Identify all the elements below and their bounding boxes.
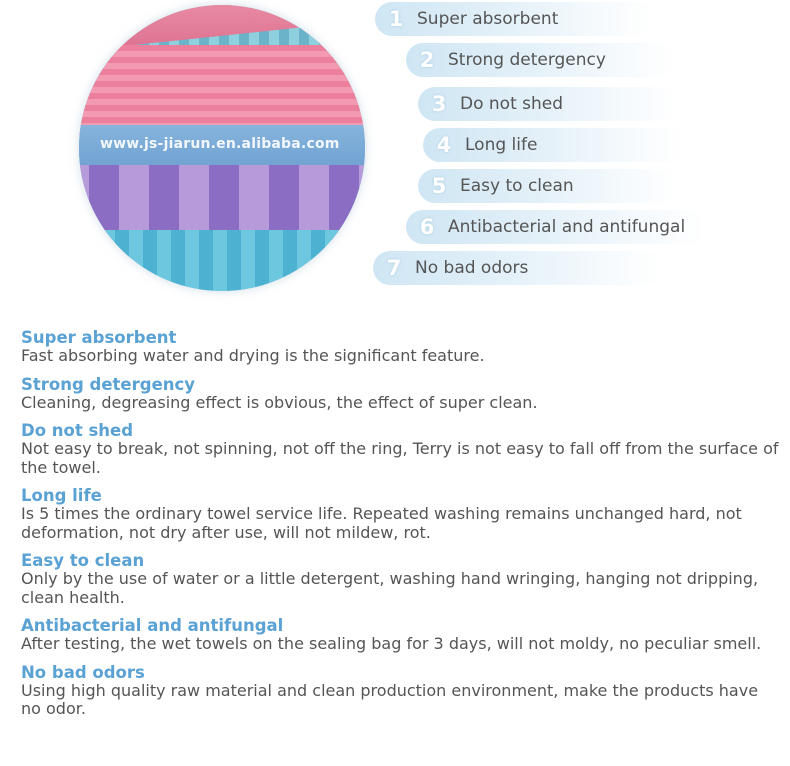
badge-label: Strong detergency: [448, 50, 606, 70]
badge-label: Easy to clean: [460, 176, 574, 196]
hero-banner: [0, 0, 790, 300]
watermark: www.js-jiarun.en.alibaba.com: [100, 136, 340, 152]
feature-description: Fast absorbing water and drying is the significant feature.: [21, 346, 485, 365]
feature-description: Cleaning, degreasing effect is obvious, the effect of super clean.: [21, 392, 538, 412]
badge-label: Long life: [465, 135, 538, 155]
badge-6: [406, 210, 706, 244]
badge-label: No bad odors: [415, 258, 529, 278]
badge-number: 6: [419, 215, 435, 239]
feature-description: After testing, the wet towels on the sealing bag for 3 days, will not moldy, no peculiar smell.: [21, 634, 762, 653]
feature-description: Is 5 times the ordinary towel service life. Repeated washing remains unchanged hard, not deformation, not dry after use, will not mildew, rot.: [21, 504, 742, 542]
feature-title: Do not shed: [21, 421, 134, 440]
feature-title: No bad odors: [21, 662, 145, 682]
feature-item: [21, 616, 781, 654]
feature-item: [21, 663, 781, 719]
feature-list: [21, 328, 781, 728]
feature-description: Not easy to break, not spinning, not off the ring, Terry is not easy to fall off from the surface of the towel.: [21, 439, 779, 477]
badge-4: [423, 128, 683, 162]
feature-item: [21, 486, 781, 542]
feature-title: Super absorbent: [21, 328, 177, 347]
badge-2: [406, 43, 676, 77]
badge-number: 1: [388, 7, 404, 31]
badge-number: 7: [386, 256, 402, 280]
badge-number: 3: [431, 92, 447, 116]
feature-description: Using high quality raw material and clean production environment, make the products have no odor.: [21, 680, 759, 718]
feature-item: [21, 421, 781, 477]
feature-description: Only by the use of water or a little detergent, washing hand wringing, hanging not dripping, clean health.: [21, 569, 759, 607]
badge-7: [373, 251, 663, 285]
feature-item: [21, 328, 781, 366]
badge-number: 2: [419, 48, 435, 72]
badge-3: [418, 87, 678, 121]
badge-label: Super absorbent: [417, 9, 559, 29]
feature-item: [21, 375, 781, 413]
badge-number: 4: [436, 133, 452, 157]
badge-5: [418, 169, 678, 203]
badge-number: 5: [431, 174, 447, 198]
feature-title: Long life: [21, 486, 102, 505]
badge-label: Do not shed: [460, 94, 564, 114]
feature-title: Strong detergency: [21, 374, 196, 394]
feature-title: Antibacterial and antifungal: [21, 616, 284, 635]
badge-label: Antibacterial and antifungal: [448, 217, 686, 237]
feature-title: Easy to clean: [21, 551, 145, 570]
badge-1: [375, 2, 655, 36]
feature-item: [21, 551, 781, 607]
